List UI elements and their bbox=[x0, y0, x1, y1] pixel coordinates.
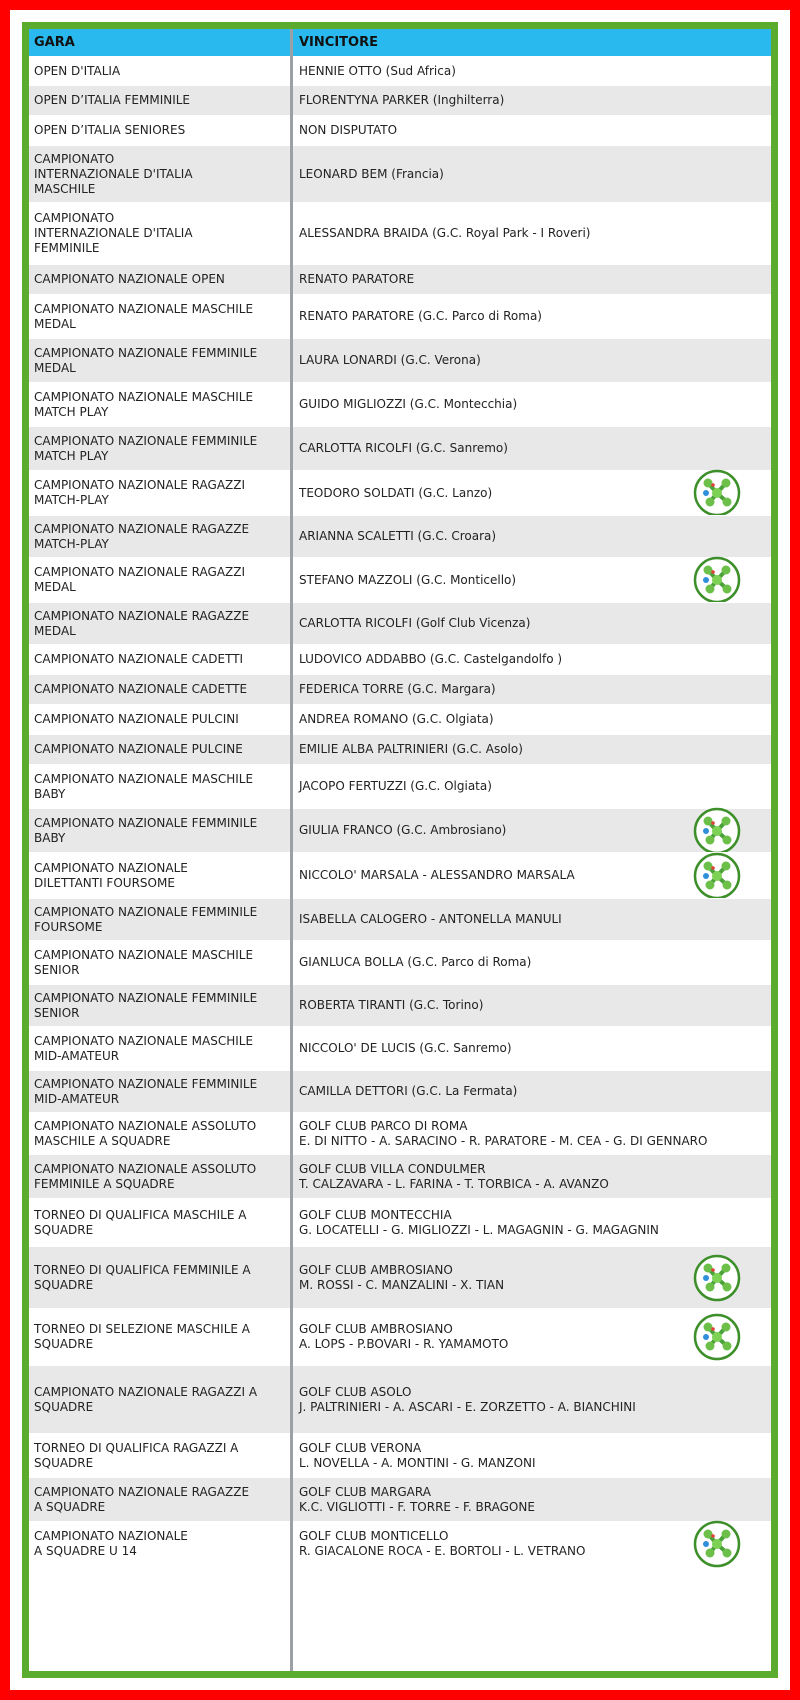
gara-cell: CAMPIONATO NAZIONALE ASSOLUTO FEMMINILE A SQUADRE bbox=[34, 1161, 257, 1191]
vincitore-club: GOLF CLUB AMBROSIANO bbox=[299, 1322, 453, 1336]
vincitore-name: NICCOLO' MARSALA - ALESSANDRO MARSALA bbox=[299, 868, 575, 882]
gara-cell: CAMPIONATO NAZIONALE RAGAZZI MATCH-PLAY bbox=[34, 478, 246, 507]
table-header bbox=[29, 29, 771, 56]
gara-cell: OPEN D’ITALIA FEMMINILE bbox=[34, 93, 191, 107]
table-row bbox=[29, 1246, 771, 1308]
vincitore-name: CAMILLA DETTORI (G.C. La Fermata) bbox=[299, 1084, 518, 1098]
vincitore-name: RENATO PARATORE bbox=[299, 272, 415, 286]
vincitore-name: LEONARD BEM (Francia) bbox=[299, 166, 444, 181]
vincitore-name: ARIANNA SCALETTI (G.C. Croara) bbox=[299, 529, 497, 543]
vincitore-name: EMILIE ALBA PALTRINIERI (G.C. Asolo) bbox=[299, 742, 523, 756]
vincitore-club: GOLF CLUB VERONA bbox=[299, 1440, 422, 1455]
vincitore-name: FLORENTYNA PARKER (Inghilterra) bbox=[299, 93, 505, 107]
vincitore-players: A. LOPS - P.BOVARI - R. YAMAMOTO bbox=[299, 1337, 509, 1351]
vincitore-club: GOLF CLUB ASOLO bbox=[299, 1384, 412, 1399]
vincitore-club: GOLF CLUB MONTECCHIA bbox=[299, 1207, 452, 1222]
table-row bbox=[29, 898, 771, 940]
vincitore-cell bbox=[299, 705, 769, 734]
vincitore-name: ISABELLA CALOGERO - ANTONELLA MANULI bbox=[299, 912, 562, 926]
vincitore-club: GOLF CLUB MARGARA bbox=[299, 1484, 431, 1499]
vincitore-name: GIANLUCA BOLLA (G.C. Parco di Roma) bbox=[299, 955, 532, 969]
table-row bbox=[29, 382, 771, 426]
vincitore-cell bbox=[299, 295, 769, 338]
gara-cell: TORNEO DI SELEZIONE MASCHILE A SQUADRE bbox=[34, 1322, 250, 1351]
gara-cell: CAMPIONATO NAZIONALE OPEN bbox=[34, 272, 225, 286]
vincitore-name: LUDOVICO ADDABBO (G.C. Castelgandolfo ) bbox=[299, 652, 563, 666]
table-row bbox=[29, 852, 771, 898]
table-row bbox=[29, 515, 771, 557]
gara-cell: CAMPIONATO NAZIONALE CADETTI bbox=[34, 652, 244, 666]
gara-cell: CAMPIONATO NAZIONALE PULCINE bbox=[34, 742, 243, 756]
golf-club-logo-icon bbox=[693, 1313, 741, 1361]
table-row bbox=[29, 338, 771, 382]
header-vincitore: VINCITORE bbox=[299, 35, 378, 50]
vincitore-cell bbox=[299, 383, 769, 426]
golf-club-logo-icon bbox=[693, 1520, 741, 1568]
table-row bbox=[29, 470, 771, 515]
gara-cell: CAMPIONATO NAZIONALE FEMMINILE MID-AMATEUR bbox=[34, 1076, 258, 1106]
vincitore-players: R. GIACALONE ROCA - E. BORTOLI - L. VETRANO bbox=[299, 1543, 586, 1558]
vincitore-cell bbox=[299, 1113, 769, 1154]
vincitore-cell bbox=[299, 86, 769, 115]
vincitore-club: GOLF CLUB MONTICELLO bbox=[299, 1528, 449, 1543]
gara-cell: CAMPIONATO NAZIONALE MASCHILE SENIOR bbox=[34, 947, 254, 977]
gara-cell: TORNEO DI QUALIFICA RAGAZZI A SQUADRE bbox=[34, 1440, 239, 1470]
gara-cell: CAMPIONATO NAZIONALE CADETTE bbox=[34, 682, 248, 696]
vincitore-cell bbox=[299, 1478, 769, 1521]
vincitore-cell bbox=[299, 1199, 769, 1246]
gara-cell: OPEN D'ITALIA bbox=[34, 63, 121, 78]
table-row bbox=[29, 202, 771, 264]
golf-club-logo-icon bbox=[693, 807, 741, 855]
table-row bbox=[29, 1477, 771, 1521]
vincitore-players: L. NOVELLA - A. MONTINI - G. MANZONI bbox=[299, 1455, 536, 1470]
header-gara: GARA bbox=[34, 35, 75, 50]
gara-cell: CAMPIONATO NAZIONALE FEMMINILE BABY bbox=[34, 815, 258, 845]
table-row bbox=[29, 734, 771, 764]
gara-cell: CAMPIONATO NAZIONALE FEMMINILE SENIOR bbox=[34, 990, 258, 1020]
golf-club-logo-icon bbox=[693, 852, 741, 900]
results-table bbox=[29, 29, 771, 1671]
table-row bbox=[29, 1154, 771, 1198]
gara-cell: CAMPIONATO NAZIONALE RAGAZZI A SQUADRE bbox=[34, 1384, 258, 1414]
table-row bbox=[29, 557, 771, 602]
table-row bbox=[29, 1433, 771, 1477]
table-row bbox=[29, 1026, 771, 1070]
vincitore-name: JACOPO FERTUZZI (G.C. Olgiata) bbox=[299, 779, 492, 793]
vincitore-name: FEDERICA TORRE (G.C. Margara) bbox=[299, 682, 496, 696]
table-row bbox=[29, 145, 771, 202]
golf-club-logo-icon bbox=[693, 556, 741, 604]
gara-cell: CAMPIONATO NAZIONALE PULCINI bbox=[34, 712, 239, 726]
table-row bbox=[29, 1365, 771, 1433]
vincitore-name: NON DISPUTATO bbox=[299, 123, 398, 137]
vincitore-players: E. DI NITTO - A. SARACINO - R. PARATORE - M. CEA - G. DI GENNARO bbox=[299, 1133, 708, 1148]
table-row bbox=[29, 85, 771, 115]
vincitore-name: ROBERTA TIRANTI (G.C. Torino) bbox=[299, 998, 484, 1012]
vincitore-cell bbox=[299, 203, 769, 264]
table-row bbox=[29, 1070, 771, 1112]
vincitore-cell bbox=[299, 146, 769, 202]
vincitore-cell bbox=[299, 765, 769, 808]
table-row bbox=[29, 1308, 771, 1365]
gara-cell: CAMPIONATO NAZIONALE ASSOLUTO MASCHILE A SQUADRE bbox=[34, 1118, 257, 1148]
vincitore-cell bbox=[299, 1434, 769, 1477]
gara-cell: CAMPIONATO NAZIONALE MASCHILE MATCH PLAY bbox=[34, 389, 254, 419]
vincitore-name: GUIDO MIGLIOZZI (G.C. Montecchia) bbox=[299, 397, 518, 411]
gara-cell: CAMPIONATO NAZIONALE MASCHILE MID-AMATEUR bbox=[34, 1033, 254, 1063]
vincitore-name: CARLOTTA RICOLFI (Golf Club Vicenza) bbox=[299, 616, 531, 630]
table-row bbox=[29, 940, 771, 984]
table-row bbox=[29, 294, 771, 338]
gara-cell: CAMPIONATO INTERNAZIONALE D'ITALIA FEMMINILE bbox=[34, 211, 193, 255]
vincitore-cell bbox=[299, 1027, 769, 1070]
gara-cell: TORNEO DI QUALIFICA MASCHILE A SQUADRE bbox=[34, 1207, 247, 1237]
vincitore-cell bbox=[299, 1366, 769, 1433]
table-row bbox=[29, 808, 771, 852]
gara-cell: CAMPIONATO NAZIONALE RAGAZZE MEDAL bbox=[34, 608, 250, 638]
vincitore-cell bbox=[299, 735, 769, 764]
table-row bbox=[29, 602, 771, 644]
gara-cell: CAMPIONATO NAZIONALE MASCHILE MEDAL bbox=[34, 301, 254, 331]
vincitore-name: GIULIA FRANCO (G.C. Ambrosiano) bbox=[299, 823, 507, 837]
gara-cell: CAMPIONATO INTERNAZIONALE D'ITALIA MASCHILE bbox=[34, 151, 193, 196]
gara-cell: CAMPIONATO NAZIONALE FEMMINILE MATCH PLAY bbox=[34, 433, 258, 463]
table-row bbox=[29, 644, 771, 674]
table-row bbox=[29, 56, 771, 85]
vincitore-club: GOLF CLUB AMBROSIANO bbox=[299, 1262, 453, 1277]
vincitore-name: CARLOTTA RICOLFI (G.C. Sanremo) bbox=[299, 441, 508, 455]
vincitore-name: NICCOLO' DE LUCIS (G.C. Sanremo) bbox=[299, 1041, 512, 1055]
gara-cell: CAMPIONATO NAZIONALE FEMMINILE MEDAL bbox=[34, 345, 258, 375]
vincitore-cell bbox=[299, 339, 769, 382]
vincitore-name: ANDREA ROMANO (G.C. Olgiata) bbox=[299, 712, 494, 726]
vincitore-players: J. PALTRINIERI - A. ASCARI - E. ZORZETTO - A. BIANCHINI bbox=[299, 1399, 636, 1414]
table-body bbox=[29, 56, 771, 1565]
table-row bbox=[29, 426, 771, 470]
vincitore-players: G. LOCATELLI - G. MIGLIOZZI - L. MAGAGNIN - G. MAGAGNIN bbox=[299, 1222, 659, 1237]
vincitore-cell bbox=[299, 57, 769, 85]
vincitore-name: LAURA LONARDI (G.C. Verona) bbox=[299, 353, 481, 367]
column-divider bbox=[290, 29, 293, 1671]
gara-cell: CAMPIONATO NAZIONALE A SQUADRE U 14 bbox=[34, 1528, 188, 1558]
vincitore-name: TEODORO SOLDATI (G.C. Lanzo) bbox=[299, 485, 493, 500]
vincitore-cell bbox=[299, 941, 769, 984]
vincitore-name: STEFANO MAZZOLI (G.C. Monticello) bbox=[299, 572, 517, 587]
vincitore-cell bbox=[299, 516, 769, 557]
table-row bbox=[29, 674, 771, 704]
vincitore-cell bbox=[299, 675, 769, 704]
table-row bbox=[29, 115, 771, 145]
vincitore-cell bbox=[299, 645, 769, 674]
gara-cell: CAMPIONATO NAZIONALE DILETTANTI FOURSOME bbox=[34, 860, 188, 890]
gara-cell: CAMPIONATO NAZIONALE FEMMINILE FOURSOME bbox=[34, 904, 258, 934]
gara-cell: CAMPIONATO NAZIONALE MASCHILE BABY bbox=[34, 771, 254, 801]
golf-club-logo-icon bbox=[693, 469, 741, 517]
golf-club-logo-icon bbox=[693, 1254, 741, 1302]
gara-cell: CAMPIONATO NAZIONALE RAGAZZE MATCH-PLAY bbox=[34, 521, 250, 551]
vincitore-players: T. CALZAVARA - L. FARINA - T. TORBICA - A. AVANZO bbox=[299, 1176, 609, 1191]
table-row bbox=[29, 1521, 771, 1565]
vincitore-cell bbox=[299, 116, 769, 145]
vincitore-cell bbox=[299, 427, 769, 470]
gara-cell: CAMPIONATO NAZIONALE RAGAZZE A SQUADRE bbox=[34, 1484, 250, 1514]
vincitore-club: GOLF CLUB PARCO DI ROMA bbox=[299, 1118, 468, 1133]
vincitore-cell bbox=[299, 1155, 769, 1198]
vincitore-name: ALESSANDRA BRAIDA (G.C. Royal Park - I Roveri) bbox=[299, 226, 591, 240]
table-row bbox=[29, 1198, 771, 1246]
vincitore-cell bbox=[299, 265, 769, 294]
gara-cell: TORNEO DI QUALIFICA FEMMINILE A SQUADRE bbox=[34, 1262, 251, 1292]
table-row bbox=[29, 1112, 771, 1154]
vincitore-name: RENATO PARATORE (G.C. Parco di Roma) bbox=[299, 309, 542, 323]
table-row bbox=[29, 704, 771, 734]
vincitore-cell bbox=[299, 603, 769, 644]
vincitore-cell bbox=[299, 1071, 769, 1112]
gara-cell: CAMPIONATO NAZIONALE RAGAZZI MEDAL bbox=[34, 565, 246, 594]
table-row bbox=[29, 984, 771, 1026]
table-row bbox=[29, 264, 771, 294]
vincitore-cell bbox=[299, 899, 769, 940]
table-row bbox=[29, 764, 771, 808]
vincitore-name: HENNIE OTTO (Sud Africa) bbox=[299, 63, 456, 78]
vincitore-cell bbox=[299, 985, 769, 1026]
vincitore-players: M. ROSSI - C. MANZALINI - X. TIAN bbox=[299, 1277, 505, 1292]
vincitore-players: K.C. VIGLIOTTI - F. TORRE - F. BRAGONE bbox=[299, 1499, 535, 1514]
vincitore-club: GOLF CLUB VILLA CONDULMER bbox=[299, 1161, 486, 1176]
gara-cell: OPEN D’ITALIA SENIORES bbox=[34, 123, 186, 137]
